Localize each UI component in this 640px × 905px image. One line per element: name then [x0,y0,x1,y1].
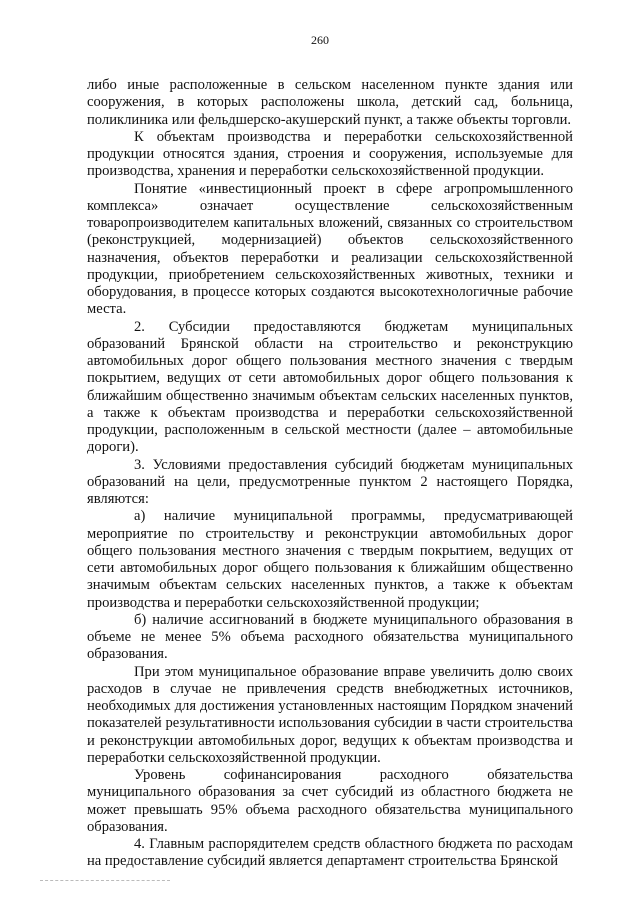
paragraph: б) наличие ассигнований в бюджете муниципального образования в объеме не менее 5% объема расходного обязательства муниципального образования. [87,611,573,663]
paragraph: Уровень софинансирования расходного обязательства муниципального образования за счет субсидий из областного бюджета не может превышать 95% объема расходного обязательства муниципального образования. [87,767,573,835]
footer-rule [40,880,170,881]
paragraph: 4. Главным распорядителем средств областного бюджета по расходам на предоставление субсидий является департамент строительства Брянской [87,836,573,870]
paragraph: 2. Субсидии предоставляются бюджетам муниципальных образований Брянской области на строительство и реконструкцию автомобильных дорог общего пользования местного значения с твердым покрытием, ведущих от сети автомобильных дорог общего пользования к ближайшим общественно значимым объектам сельских населенных пунктов, а также к объектам производства и переработки сельскохозяйственной продукции, расположенным в сельской местности (далее – автомобильные дороги). [87,318,573,456]
document-body [87,77,573,871]
paragraph: К объектам производства и переработки сельскохозяйственной продукции относятся здания, строения и сооружения, используемые для производства, хранения и переработки сельскохозяйственной продукции. [87,128,573,180]
paragraph: Понятие «инвестиционный проект в сфере агропромышленного комплекса» означает осуществление сельскохозяйственным товаропроизводителем капитальных вложений, связанных со строительством (реконструкцией, модернизацией) объектов сельскохозяйственного назначения, объектов переработки и реализации сельскохозяйственной продукции, приобретением сельскохозяйственных животных, техники и оборудования, в процессе которых создаются высокотехнологичные рабочие места. [87,180,573,318]
paragraph: либо иные расположенные в сельском населенном пункте здания или сооружения, в которых расположены школа, детский сад, больница, поликлиника или фельдшерско-акушерский пункт, а также объекты торговли. [87,77,573,128]
paragraph: 3. Условиями предоставления субсидий бюджетам муниципальных образований на цели, предусмотренные пунктом 2 настоящего Порядка, являются: [87,456,573,507]
page-number: 260 [311,33,329,47]
paragraph: При этом муниципальное образование вправе увеличить долю своих расходов в случае не привлечения средств внебюджетных источников, необходимых для достижения установленных настоящим Порядком значений показателей результативности использования субсидии в части строительства и реконструкции автомобильных дорог, ведущих к объектам производства и переработки сельскохозяйственной продукции. [87,663,573,766]
paragraph: а) наличие муниципальной программы, предусматривающей мероприятие по строительству и реконструкции автомобильных дорог общего пользования местного значения с твердым покрытием, ведущих от сети автомобильных дорог общего пользования к ближайшим общественно значимым объектам сельских населенных пунктов, а также к объектам производства и переработки сельскохозяйственной продукции; [87,508,573,611]
